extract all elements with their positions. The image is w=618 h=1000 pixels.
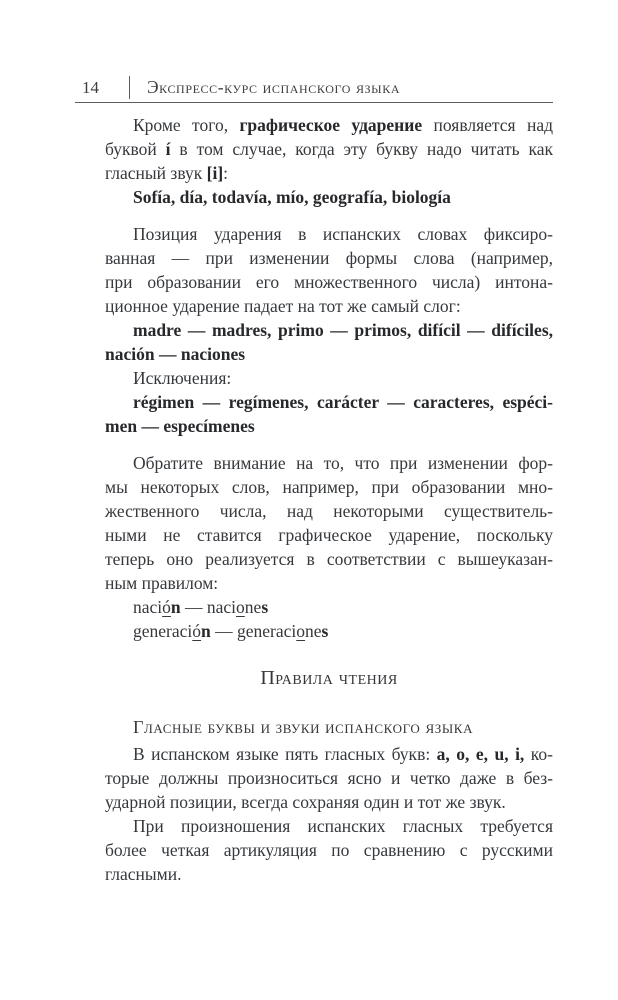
text: ным правилом: — [105, 573, 219, 593]
example-line — [105, 318, 553, 342]
text: ne — [305, 621, 322, 641]
text: более четкая артикуляция по сравнению с русскими — [105, 840, 553, 860]
text: — naci — [180, 597, 237, 617]
text: Позиция ударения в испанских словах фиксиро- — [133, 224, 553, 244]
text: в том случае, когда эту букву надо читать как — [170, 139, 553, 159]
text: Кроме того, — [133, 115, 240, 135]
stressed-vowel: o — [236, 597, 245, 617]
text: ционное ударение падает на тот же самый слог: — [105, 296, 461, 316]
para-line — [105, 366, 553, 390]
para-line — [105, 161, 553, 185]
text: ко- — [524, 744, 553, 764]
text: при образовании его множественного числа) интона- — [105, 272, 553, 292]
text: : — [223, 163, 229, 183]
text: Исключения: — [133, 368, 232, 388]
bold-text: графическое ударение — [239, 115, 423, 135]
para-line — [105, 499, 553, 523]
text: гласный звук — [105, 163, 207, 183]
text: Обратите внимание на то, что при изменении фор- — [133, 453, 553, 473]
running-header — [75, 76, 553, 103]
para-line — [105, 246, 553, 270]
para-line — [105, 838, 553, 862]
text: гласными. — [105, 864, 182, 884]
para-line — [105, 475, 553, 499]
para-line — [105, 523, 553, 547]
example-line — [105, 342, 553, 366]
para-line — [105, 571, 553, 595]
para-line — [105, 137, 553, 161]
example-line — [105, 619, 553, 643]
example-line — [105, 185, 553, 209]
text: При произношения испанских гласных требуется — [133, 816, 553, 836]
text: мы некоторых слов, например, при образовании мно- — [105, 477, 553, 497]
text: ными не ставится графическое ударение, поскольку — [105, 525, 553, 545]
text: naci — [133, 597, 163, 617]
para-line — [105, 222, 553, 246]
bold-text: nación — naciones — [105, 344, 246, 364]
bold-text: í — [165, 139, 171, 159]
text: жественного числа, над некоторыми существитель- — [105, 501, 553, 521]
example-line — [105, 390, 553, 414]
page-number: 14 — [82, 78, 99, 97]
bold-text: madre — madres, primo — primos, difícil — difíciles, — [133, 320, 553, 340]
para-line — [105, 814, 553, 838]
bold-text: men — especímenes — [105, 416, 255, 436]
bold-text: n — [201, 621, 211, 641]
text: теперь оно реализуется в соответствии с вышеуказан- — [105, 549, 553, 569]
text: торые должны произноситься ясно и четко даже в без- — [105, 768, 553, 788]
bold-text: n — [170, 597, 181, 617]
stressed-vowel: ó — [192, 621, 202, 641]
para-line — [105, 742, 553, 766]
text: ванная — при изменении формы слова (например, — [105, 248, 553, 268]
bold-text: s — [321, 621, 329, 641]
para-line — [105, 547, 553, 571]
text: ударной позиции, всегда сохраняя один и тот же звук. — [105, 792, 506, 812]
running-title: Экспресс-курс испанского языка — [147, 77, 401, 97]
para-line — [105, 270, 553, 294]
text: В испанском языке пять гласных букв: — [133, 744, 437, 764]
stressed-vowel: ó — [162, 597, 171, 617]
text: буквой — [105, 139, 166, 159]
page-body — [105, 113, 553, 886]
text: generaci — [133, 621, 193, 641]
bold-text: [i] — [206, 163, 224, 183]
para-line — [105, 113, 553, 137]
stressed-vowel: o — [296, 621, 306, 641]
bold-text: s — [261, 597, 269, 617]
subsection-heading: Гласные буквы и звуки испанского языка — [133, 717, 474, 737]
text: — generaci — [210, 621, 297, 641]
bold-text: a, o, e, u, i, — [436, 744, 525, 764]
para-line — [105, 790, 553, 814]
para-line — [105, 862, 553, 886]
text: появляется над — [422, 115, 553, 135]
bold-text: régimen — regímenes, carácter — caracteres, espéci- — [133, 392, 553, 412]
example-line — [105, 595, 553, 619]
bold-text: Sofía, día, todavía, mío, geografía, biología — [133, 187, 451, 207]
example-line — [105, 414, 553, 438]
text: ne — [244, 597, 262, 617]
para-line — [105, 766, 553, 790]
section-heading: Правила чтения — [260, 667, 398, 689]
para-line — [105, 294, 553, 318]
para-line — [105, 451, 553, 475]
